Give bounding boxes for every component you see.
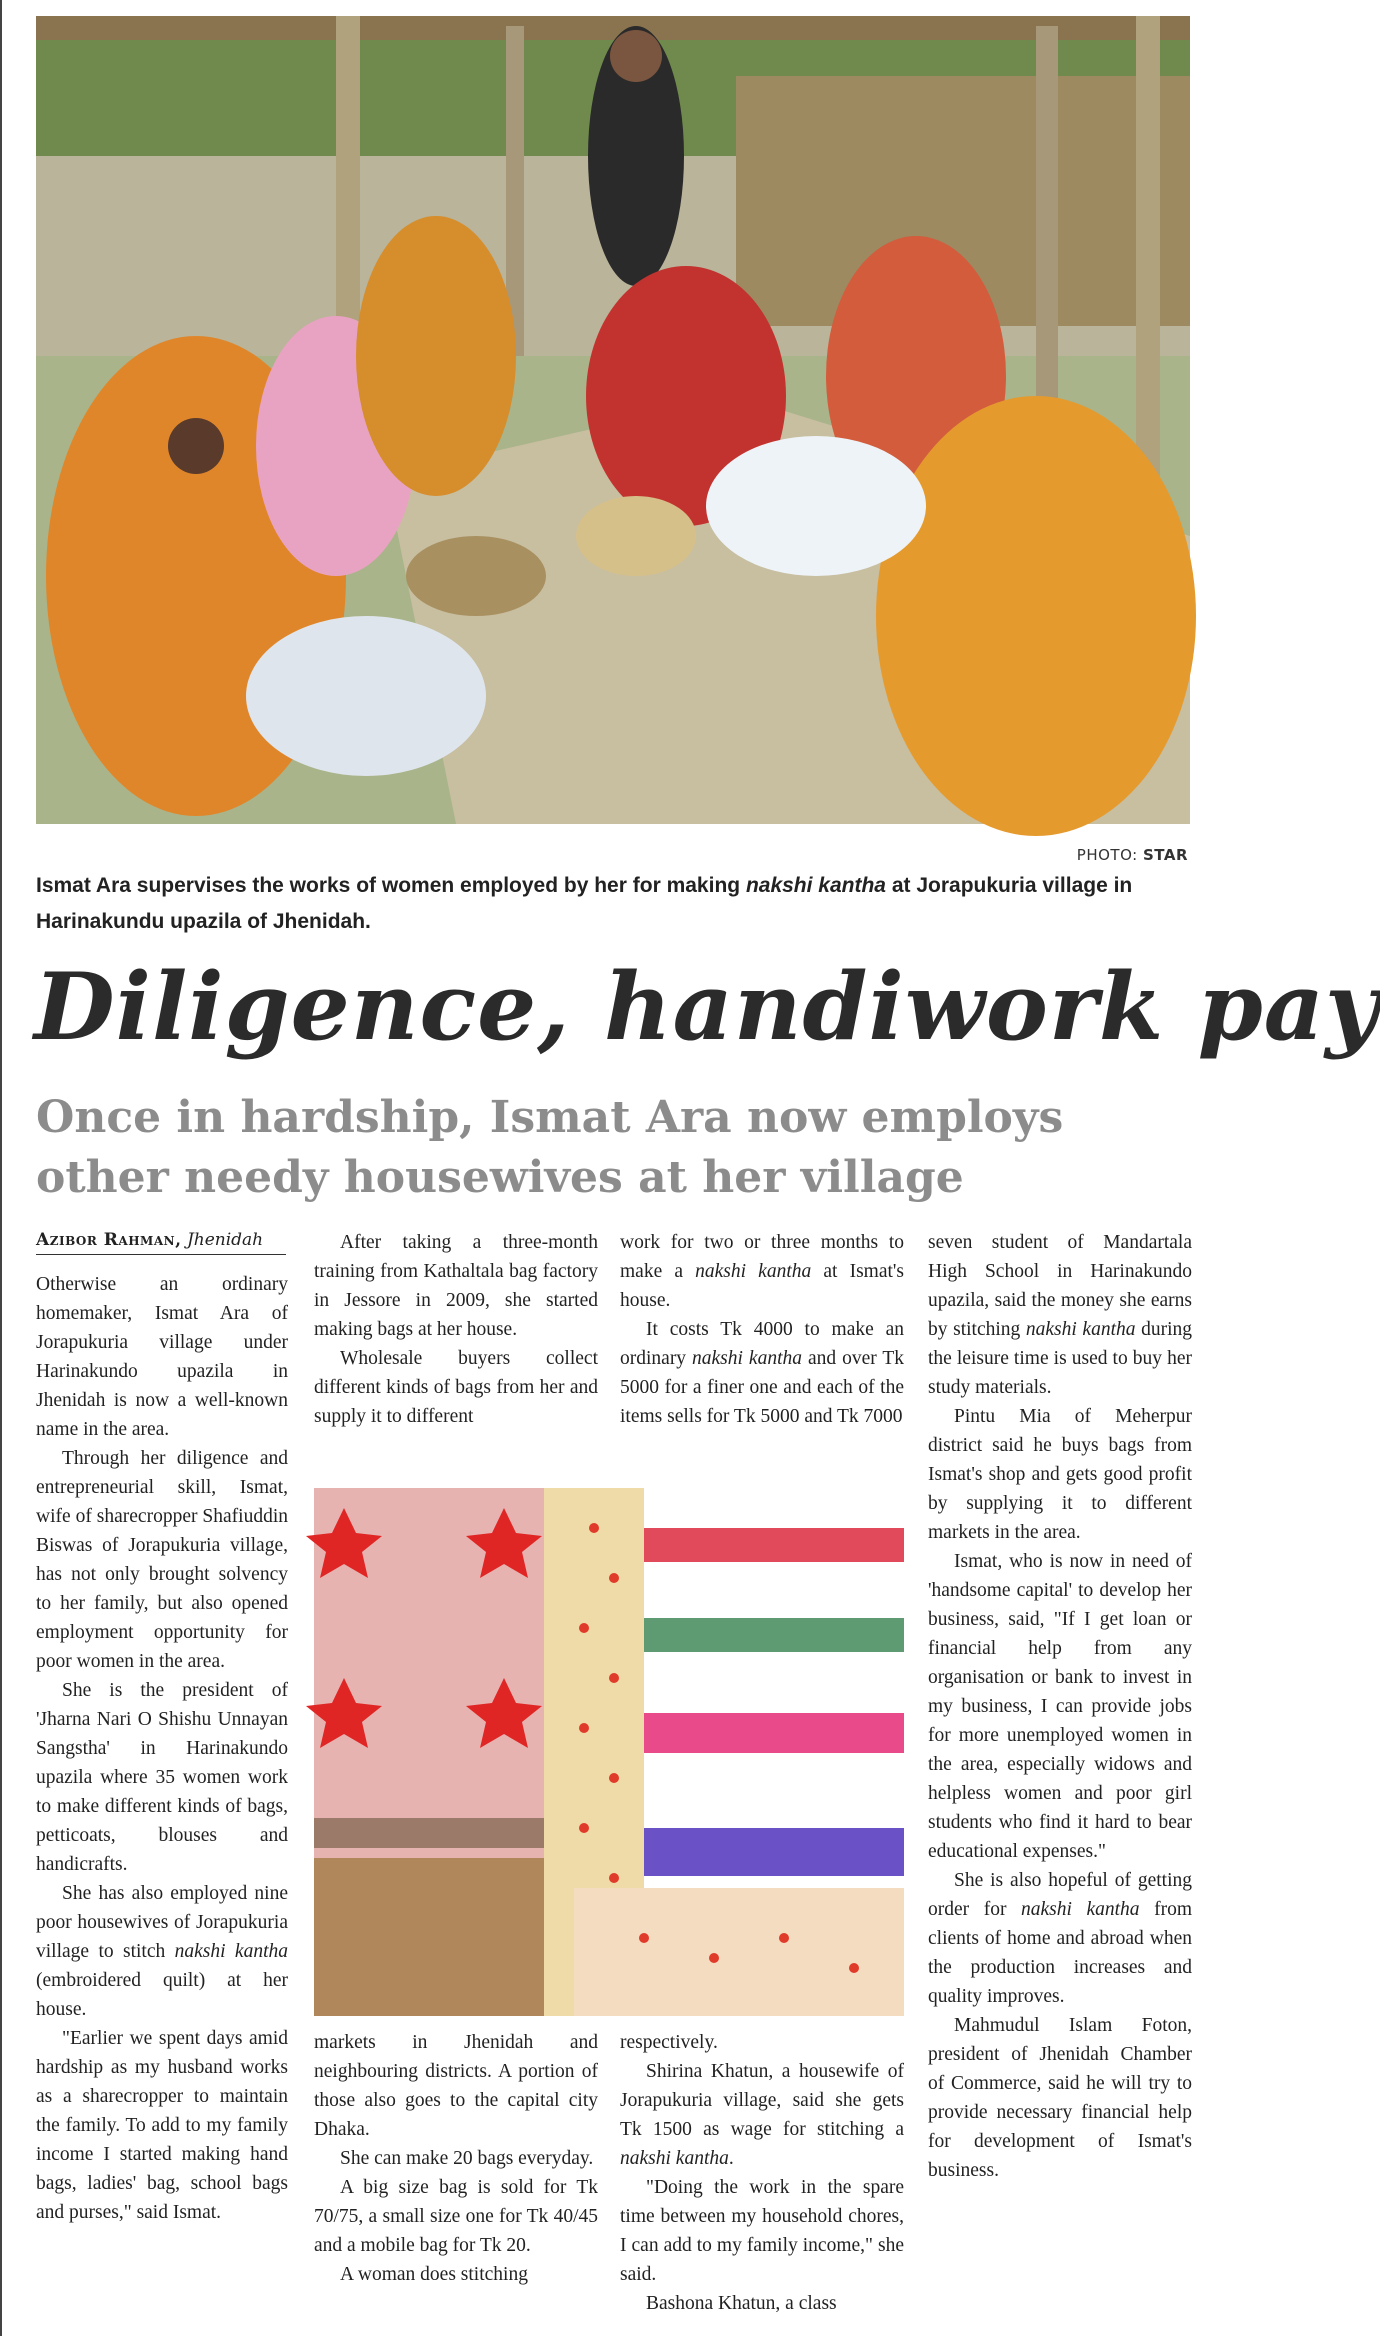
paragraph: Mahmudul Islam Foton, president of Jhenidah Chamber of Commerce, said he will try to provide necessary financial help for development of Ismat's business.: [928, 2015, 1192, 2181]
paragraph-emphasis: nakshi kantha: [174, 1941, 289, 1962]
paragraph: [620, 1228, 904, 1315]
paragraph-text-end: at Ismat's house.: [620, 1261, 904, 1311]
article-column-3-bottom: [620, 2028, 904, 2318]
textile-inset-photo: [314, 1488, 904, 2016]
paragraph-text: seven student of Mandartala High School in Harinakundo upazila, said the money she earns by stitching: [928, 1232, 1192, 1340]
main-photo: [36, 16, 1190, 824]
photo-credit-source: STAR: [1142, 846, 1188, 864]
subheadline: Once in hardship, Ismat Ara now employs other needy housewives at her village: [36, 1092, 1064, 1203]
paragraph: Wholesale buyers collect different kinds of bags from her and supply it to different: [314, 1348, 598, 1427]
headline: Diligence, handiwork pay: [34, 952, 1380, 1061]
paragraph-text-end: and over Tk 5000 for a finer one and each of the items sells for Tk 5000 and Tk 7000: [620, 1348, 904, 1427]
caption-text: Ismat Ara supervises the works of women employed by her for making: [36, 874, 746, 897]
photo-credit-label: PHOTO:: [1076, 846, 1138, 864]
paragraph-emphasis: nakshi kantha: [1025, 1319, 1136, 1340]
paragraph: Bashona Khatun, a class: [646, 2293, 837, 2314]
paragraph: "Doing the work in the spare time between my household chores, I can add to my family income," she said.: [620, 2177, 904, 2285]
paragraph: Otherwise an ordinary homemaker, Ismat Ara of Jorapukuria village under Harinakundo upazila in Jhenidah is now a well-known name in the area.: [36, 1274, 288, 1440]
paragraph-emphasis: nakshi kantha: [1021, 1899, 1140, 1920]
paragraph: markets in Jhenidah and neighbouring districts. A portion of those also goes to the capital city Dhaka.: [314, 2032, 598, 2140]
paragraph: She is the president of 'Jharna Nari O Shishu Unnayan Sangstha' in Harinakundo upazila where 35 women work to make different kinds of bags, petticoats, blouses and handicrafts.: [36, 1680, 288, 1875]
paragraph: [928, 1228, 1192, 1402]
paragraph-text: It costs Tk 4000 to make an ordinary: [620, 1319, 904, 1369]
paragraph: A woman does stitching: [340, 2264, 528, 2285]
paragraph: Pintu Mia of Meherpur district said he buys bags from Ismat's shop and gets good profit by supplying it to different markets in the area.: [928, 1406, 1192, 1543]
paragraph-text: Shirina Khatun, a housewife of Jorapukuria village, said she gets Tk 1500 as wage for stitching a: [620, 2061, 904, 2140]
paragraph-text-end: from clients of home and abroad when the production increases and quality improves.: [928, 1899, 1193, 2007]
article-column-2-bottom: [314, 2028, 598, 2289]
paragraph: After taking a three-month training from Kathaltala bag factory in Jessore in 2009, she started making bags at her house.: [314, 1232, 598, 1340]
article-column-4: [928, 1228, 1192, 2185]
photo-credit: [1077, 846, 1188, 864]
paragraph-emphasis: nakshi kantha: [620, 2148, 729, 2169]
paragraph: Ismat, who is now in need of 'handsome capital' to develop her business, said, "If I get loan or financial help from any organisation or bank to invest in my business, I can provide jobs for more unemployed women in the area, especially widows and helpless women and poor girl students who find it hard to bear educational expenses.": [928, 1551, 1192, 1862]
paragraph-text: work for two or three months to make a: [620, 1232, 904, 1282]
paragraph: She can make 20 bags everyday.: [340, 2148, 594, 2169]
paragraph-text: She has also employed nine poor housewives of Jorapukuria village to stitch: [36, 1883, 288, 1962]
byline-place: Jhenidah: [186, 1230, 264, 1250]
paragraph: respectively.: [620, 2032, 718, 2053]
paragraph: [928, 1866, 1192, 2011]
paragraph-text-end: .: [728, 2148, 734, 2169]
paragraph: "Earlier we spent days amid hardship as my husband works as a sharecropper to maintain the family. To add to my family income I started making hand bags, ladies' bag, school bags and purses," said Ismat.: [36, 2028, 288, 2223]
article-column-2-top: [314, 1228, 598, 1431]
paragraph: [620, 2057, 904, 2173]
article-column-3-top: [620, 1228, 904, 1431]
paragraph-emphasis: nakshi kantha: [695, 1261, 812, 1282]
caption-emphasis: nakshi kantha: [745, 874, 886, 897]
byline: [36, 1230, 286, 1255]
paragraph: [36, 1879, 288, 2024]
paragraph: [620, 1315, 904, 1431]
embroidered-textiles-photo: [314, 1488, 904, 2016]
paragraph: A big size bag is sold for Tk 70/75, a small size one for Tk 40/45 and a mobile bag for Tk 20.: [314, 2177, 598, 2256]
paragraph-text-end: (embroidered quilt) at her house.: [36, 1970, 288, 2020]
paragraph-emphasis: nakshi kantha: [692, 1348, 802, 1369]
caption-text-end: at Jorapukuria village in Harinakundu upazila of Jhenidah.: [36, 874, 1133, 933]
article-column-1: [36, 1270, 288, 2227]
photo-caption: [36, 868, 1190, 940]
paragraph-text: She is also hopeful of getting order for: [928, 1870, 1192, 1920]
women-stitching-photo: [36, 16, 1190, 824]
byline-author: Azibor Rahman,: [36, 1230, 182, 1250]
paragraph-text-end: during the leisure time is used to buy her study materials.: [928, 1319, 1193, 1398]
paragraph: Through her diligence and entrepreneurial skill, Ismat, wife of sharecropper Shafiuddin Biswas of Jorapukuria village, has not only brought solvency to her family, but also opened employment opportunity for poor women in the area.: [36, 1448, 288, 1672]
